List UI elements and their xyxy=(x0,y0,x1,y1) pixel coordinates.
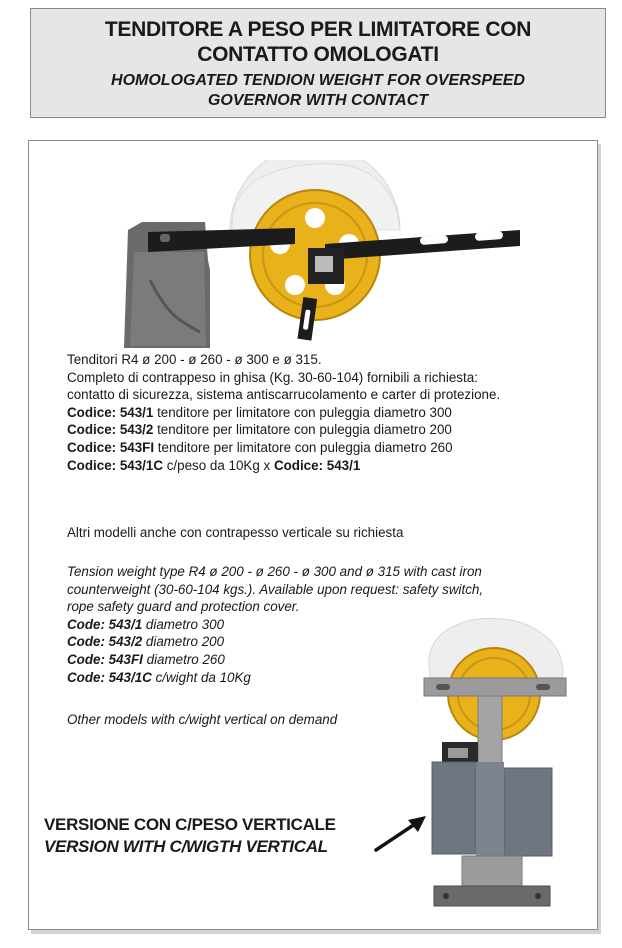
code-label: Code: 543/1C xyxy=(67,669,152,685)
vertical-tensioner-image xyxy=(412,612,572,912)
code-desc: diametro 260 xyxy=(142,651,225,667)
code-label: Code: 543FI xyxy=(67,651,143,667)
code-desc: diametro 300 xyxy=(142,616,225,632)
code-desc: diametro 200 xyxy=(142,634,225,650)
italian-description xyxy=(67,351,500,474)
italian-code-row xyxy=(67,457,500,475)
code-label: Codice: 543/1C xyxy=(67,457,164,473)
code-label: Codice: 543/2 xyxy=(67,422,154,438)
italian-code-row xyxy=(67,439,500,457)
code-label: Code: 543/2 xyxy=(67,634,143,650)
title-english: HOMOLOGATED TENDION WEIGHT FOR OVERSPEED GOVERNOR WITH CONTACT xyxy=(111,72,525,109)
code-desc: tenditore per limitatore con puleggia diametro 200 xyxy=(153,422,452,438)
code-label: Codice: 543/1 xyxy=(67,404,154,420)
arrow-icon xyxy=(372,812,432,854)
english-line-3: rope safety guard and protection cover. xyxy=(67,599,300,615)
italian-line-1: Tenditori R4 ø 200 - ø 260 - ø 300 e ø 315. xyxy=(67,352,322,367)
horizontal-tensioner-image xyxy=(120,160,525,350)
code-desc: tenditore per limitatore con puleggia diametro 300 xyxy=(153,404,452,420)
italian-code-row xyxy=(67,404,500,422)
italian-line-3: contatto di sicurezza, sistema antiscarrucolamento e carter di protezione. xyxy=(67,387,501,403)
code-desc: c/peso da 10Kg x xyxy=(163,457,274,473)
english-other-models: Other models with c/wight vertical on demand xyxy=(67,712,338,727)
italian-line-2: Completo di contrappeso in ghisa (Kg. 30-60-104) fornibili a richiesta: xyxy=(67,369,478,385)
version-italian: VERSIONE CON C/PESO VERTICALE xyxy=(44,815,336,834)
code-desc: c/wight da 10Kg xyxy=(151,669,251,685)
title-italian: TENDITORE A PESO PER LIMITATORE CON CONTATTO OMOLOGATI xyxy=(104,18,532,66)
code-reference: Codice: 543/1 xyxy=(273,457,361,473)
title-box xyxy=(30,8,606,118)
italian-code-row xyxy=(67,421,500,439)
english-line-2: counterweight (30-60-104 kgs.). Available upon request: safety switch, xyxy=(67,581,484,597)
italian-other-models: Altri modelli anche con contrapesso verticale su richiesta xyxy=(67,525,404,540)
version-english: VERSION WITH C/WIGTH VERTICAL xyxy=(44,837,328,856)
english-line-1: Tension weight type R4 ø 200 - ø 260 - ø 300 and ø 315 with cast iron xyxy=(67,564,482,579)
code-label: Codice: 543FI xyxy=(67,439,155,455)
vertical-version-label xyxy=(44,814,336,858)
code-label: Code: 543/1 xyxy=(67,616,143,632)
code-desc: tenditore per limitatore con puleggia diametro 260 xyxy=(154,439,453,455)
